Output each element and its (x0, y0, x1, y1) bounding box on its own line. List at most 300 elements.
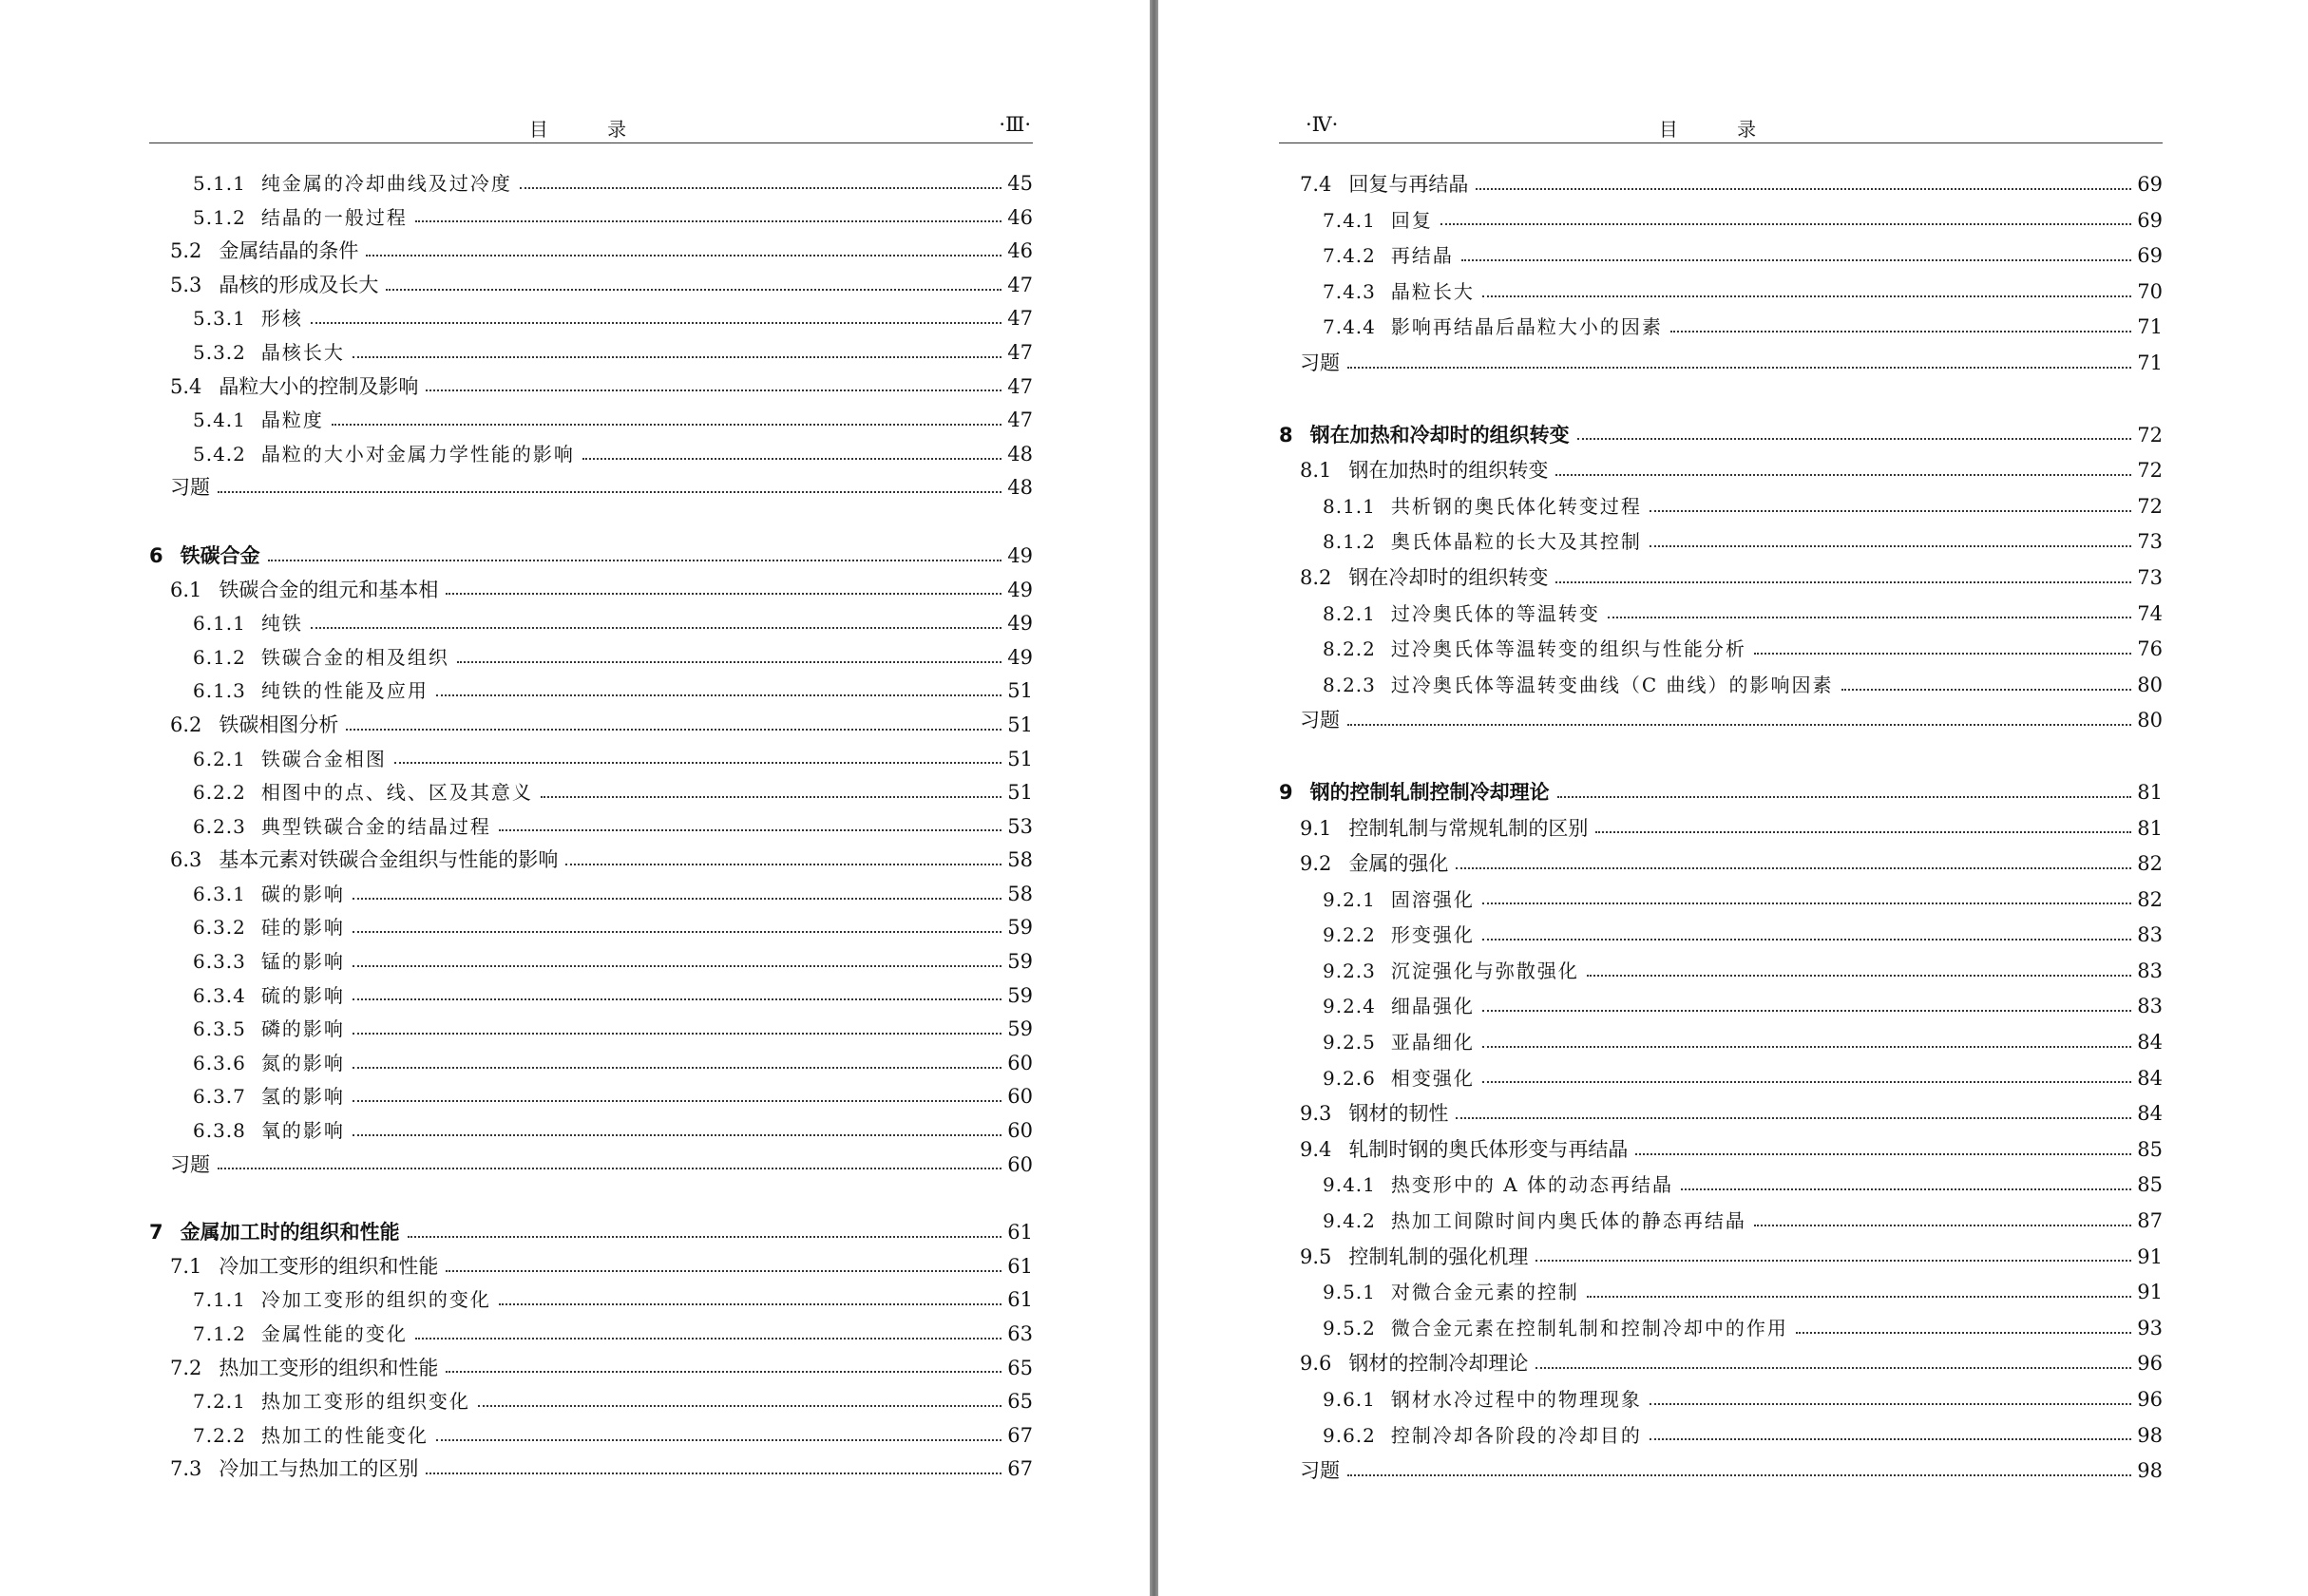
toc-entry[interactable] (1279, 489, 2163, 525)
toc-entry[interactable] (1279, 1346, 2163, 1382)
entry-page-number: 67 (1007, 1457, 1033, 1481)
dot-leader (1635, 1153, 2131, 1155)
entry-page-number: 82 (2137, 887, 2163, 911)
entry-title: 晶粒的大小对金属力学性能的影响 (260, 442, 575, 466)
toc-entry[interactable] (149, 979, 1033, 1014)
entry-title: 热变形中的 A 体的动态再结晶 (1390, 1173, 1674, 1197)
entry-page-number: 47 (1007, 408, 1033, 432)
entry-page-number: 83 (2137, 995, 2163, 1018)
dot-leader (1456, 867, 2131, 869)
toc-entry[interactable] (1279, 954, 2163, 990)
toc-entry[interactable] (1279, 1240, 2163, 1276)
entry-title: 典型铁碳合金的结晶过程 (260, 814, 491, 838)
entry-number: 6.3.8 (193, 1119, 246, 1143)
table-of-contents (149, 167, 1033, 1487)
entry-number: 6.1.2 (193, 645, 246, 669)
toc-entry[interactable] (1279, 989, 2163, 1025)
header-page-number: ·Ⅲ· (999, 113, 1031, 136)
dot-leader (1587, 975, 2131, 977)
dot-leader (353, 931, 1001, 933)
entry-number: 6.2 (170, 712, 202, 736)
entry-number: 9.4 (1300, 1137, 1332, 1161)
dot-leader (446, 593, 1001, 595)
toc-entry[interactable] (1279, 811, 2163, 847)
page-header (149, 110, 1033, 143)
dot-leader (1347, 724, 2131, 726)
entry-number: 9.6 (1300, 1352, 1332, 1376)
entry-title: 奥氏体晶粒的长大及其控制 (1390, 530, 1642, 554)
entry-page-number: 47 (1007, 273, 1033, 296)
entry-title: 习题 (170, 1152, 210, 1176)
toc-entry[interactable] (149, 574, 1033, 608)
entry-title: 钢在冷却时的组织转变 (1348, 565, 1549, 589)
toc-entry[interactable] (149, 1352, 1033, 1386)
entry-number: 6.2.3 (193, 814, 246, 838)
entry-title: 钢材的韧性 (1348, 1102, 1449, 1126)
toc-entry[interactable] (1279, 1025, 2163, 1061)
toc-entry[interactable] (1279, 597, 2163, 633)
entry-title: 过冷奥氏体的等温转变 (1390, 601, 1600, 625)
toc-entry[interactable] (1279, 524, 2163, 560)
entry-page-number: 49 (1007, 543, 1033, 567)
dot-leader (1347, 367, 2131, 369)
entry-number: 9.2 (1300, 852, 1332, 876)
dot-leader (1456, 1117, 2131, 1119)
entry-number: 5.4.1 (193, 408, 246, 432)
dot-leader (1482, 295, 2131, 297)
entry-page-number: 72 (2137, 459, 2163, 483)
toc-entry[interactable] (149, 844, 1033, 878)
entry-title: 习题 (1300, 1459, 1340, 1483)
entry-title: 氧的影响 (260, 1119, 345, 1143)
dot-leader (1557, 796, 2132, 798)
chapter-gap (149, 505, 1033, 540)
entry-number: 6.3.6 (193, 1051, 246, 1074)
entry-page-number: 63 (1007, 1322, 1033, 1345)
entry-page-number: 61 (1007, 1288, 1033, 1312)
entry-title: 细晶强化 (1390, 995, 1475, 1018)
entry-number: 5.3.2 (193, 340, 246, 364)
toc-entry[interactable] (1279, 846, 2163, 883)
entry-title: 钢材水冷过程中的物理现象 (1390, 1388, 1642, 1411)
entry-page-number: 71 (2137, 315, 2163, 339)
entry-page-number: 70 (2137, 279, 2163, 303)
entry-number: 7.1.2 (193, 1322, 246, 1345)
entry-number: 6.3.5 (193, 1017, 246, 1041)
entry-number: 7.4.3 (1323, 279, 1376, 303)
toc-entry[interactable] (149, 404, 1033, 438)
entry-number: 8.1 (1300, 459, 1332, 483)
entry-page-number: 98 (2137, 1423, 2163, 1447)
entry-page-number: 67 (1007, 1423, 1033, 1447)
entry-title: 影响再结晶后晶粒大小的因素 (1390, 315, 1663, 339)
toc-entry[interactable] (149, 269, 1033, 303)
dot-leader (565, 864, 1001, 865)
entry-number: 9.6.1 (1323, 1388, 1376, 1411)
toc-entry[interactable] (149, 743, 1033, 777)
entry-title: 氢的影响 (260, 1085, 345, 1109)
toc-entry[interactable] (149, 336, 1033, 370)
entry-title: 氮的影响 (260, 1051, 345, 1074)
entry-number: 9.5.1 (1323, 1281, 1376, 1304)
entry-title: 晶粒长大 (1390, 279, 1475, 303)
entry-number: 8.2.1 (1323, 601, 1376, 625)
toc-entry[interactable] (149, 1080, 1033, 1114)
dot-leader (1577, 438, 2132, 440)
dot-leader (457, 661, 1001, 663)
toc-entry[interactable] (1279, 918, 2163, 954)
toc-entry[interactable] (149, 1385, 1033, 1419)
entry-page-number: 51 (1007, 747, 1033, 770)
toc-chapter-entry[interactable] (149, 540, 1033, 574)
entry-page-number: 60 (1007, 1119, 1033, 1143)
toc-entry[interactable] (149, 370, 1033, 405)
dot-leader (520, 187, 1001, 189)
toc-entry[interactable] (149, 911, 1033, 945)
entry-title: 硫的影响 (260, 983, 345, 1007)
dot-leader (1587, 1296, 2131, 1298)
dot-leader (1482, 902, 2131, 904)
dot-leader (386, 289, 1001, 291)
dot-leader (446, 1371, 1001, 1373)
entry-page-number: 81 (2137, 816, 2163, 840)
toc-exercise-entry[interactable] (1279, 703, 2163, 739)
entry-number: 6.2.2 (193, 781, 246, 805)
entry-page-number: 72 (2137, 494, 2163, 518)
toc-entry[interactable] (149, 810, 1033, 845)
entry-number: 7.1 (170, 1254, 202, 1278)
entry-number: 9.5 (1300, 1244, 1332, 1268)
toc-entry[interactable] (149, 167, 1033, 201)
toc-entry[interactable] (1279, 883, 2163, 919)
entry-title: 再结晶 (1390, 244, 1454, 268)
entry-number: 9.3 (1300, 1102, 1332, 1126)
entry-number: 6.1.3 (193, 679, 246, 703)
entry-page-number: 45 (1007, 172, 1033, 195)
toc-entry[interactable] (149, 709, 1033, 743)
dot-leader (1595, 831, 2131, 833)
toc-entry[interactable] (1279, 1418, 2163, 1454)
entry-title: 磷的影响 (260, 1017, 345, 1041)
entry-page-number: 48 (1007, 442, 1033, 466)
dot-leader (311, 627, 1001, 629)
table-of-contents (1279, 167, 2163, 1490)
dot-leader (1754, 653, 2131, 655)
entry-title: 金属的强化 (1348, 852, 1449, 876)
page-header (1279, 110, 2163, 143)
entry-page-number: 80 (2137, 709, 2163, 732)
entry-number: 9.2.3 (1323, 959, 1376, 982)
toc-entry[interactable] (1279, 668, 2163, 704)
entry-title: 习题 (170, 476, 210, 500)
entry-number: 5.3 (170, 273, 202, 296)
dot-leader (415, 1338, 1001, 1340)
toc-exercise-entry[interactable] (149, 1149, 1033, 1183)
entry-number: 7.1.1 (193, 1288, 246, 1312)
toc-entry[interactable] (1279, 560, 2163, 597)
dot-leader (408, 1236, 1002, 1238)
entry-number: 6.1 (170, 578, 202, 601)
toc-entry[interactable] (149, 776, 1033, 810)
chapter-gap (1279, 739, 2163, 775)
entry-number: 7.3 (170, 1457, 202, 1481)
dot-leader (1482, 1081, 2131, 1083)
entry-number: 5.2 (170, 239, 202, 263)
dot-leader (499, 829, 1001, 831)
entry-page-number: 59 (1007, 983, 1033, 1007)
dot-leader (332, 424, 1001, 426)
dot-leader (426, 390, 1001, 391)
entry-page-number: 46 (1007, 205, 1033, 229)
toc-entry[interactable] (149, 641, 1033, 675)
entry-title: 形变强化 (1390, 923, 1475, 947)
toc-entry[interactable] (1279, 275, 2163, 311)
entry-page-number: 49 (1007, 645, 1033, 669)
entry-number: 5.3.1 (193, 307, 246, 331)
entry-page-number: 91 (2137, 1244, 2163, 1268)
entry-title: 回复 (1390, 208, 1433, 232)
entry-title: 对微合金元素的控制 (1390, 1281, 1579, 1304)
entry-number: 7.2.2 (193, 1423, 246, 1447)
entry-page-number: 51 (1007, 679, 1033, 703)
toc-entry[interactable] (1279, 1132, 2163, 1168)
dot-leader (1461, 259, 2131, 261)
dot-leader (1555, 474, 2131, 476)
entry-page-number: 82 (2137, 852, 2163, 876)
entry-page-number: 46 (1007, 239, 1033, 263)
toc-entry[interactable] (149, 1114, 1033, 1149)
dot-leader (353, 898, 1001, 900)
toc-entry[interactable] (1279, 1204, 2163, 1240)
entry-page-number: 49 (1007, 612, 1033, 636)
entry-title: 金属结晶的条件 (219, 239, 359, 263)
entry-page-number: 91 (2137, 1281, 2163, 1304)
entry-number: 9.2.1 (1323, 887, 1376, 911)
entry-title: 金属加工时的组织和性能 (180, 1221, 400, 1244)
toc-entry[interactable] (149, 1318, 1033, 1352)
entry-page-number: 84 (2137, 1066, 2163, 1090)
entry-title: 热加工间隙时间内奥氏体的静态再结晶 (1390, 1209, 1746, 1233)
dot-leader (353, 356, 1001, 358)
toc-entry[interactable] (149, 1250, 1033, 1284)
entry-number: 5.1.2 (193, 205, 246, 229)
entry-number: 9.2.4 (1323, 995, 1376, 1018)
entry-page-number: 58 (1007, 848, 1033, 872)
dot-leader (1482, 939, 2131, 940)
entry-page-number: 48 (1007, 476, 1033, 500)
toc-entry[interactable] (1279, 1168, 2163, 1204)
entry-title: 共析钢的奥氏体化转变过程 (1390, 494, 1642, 518)
entry-page-number: 76 (2137, 637, 2163, 661)
dot-leader (1650, 510, 2131, 512)
entry-title: 热加工变形的组织变化 (260, 1390, 470, 1414)
toc-chapter-entry[interactable] (1279, 775, 2163, 811)
dot-leader (1841, 689, 2132, 691)
dot-leader (1650, 545, 2131, 547)
entry-title: 铁碳合金的组元和基本相 (219, 578, 439, 601)
dot-leader (436, 1439, 1001, 1441)
entry-title: 晶粒度 (260, 408, 324, 432)
entry-title: 微合金元素在控制轧制和控制冷却中的作用 (1390, 1316, 1788, 1340)
entry-title: 碳的影响 (260, 882, 345, 905)
toc-entry[interactable] (1279, 310, 2163, 346)
toc-entry[interactable] (1279, 167, 2163, 203)
entry-page-number: 69 (2137, 208, 2163, 232)
entry-page-number: 65 (1007, 1356, 1033, 1379)
dot-leader (1681, 1188, 2131, 1190)
entry-title: 冷加工变形的组织和性能 (219, 1254, 439, 1278)
toc-entry[interactable] (149, 945, 1033, 979)
entry-page-number: 85 (2137, 1137, 2163, 1161)
toc-entry[interactable] (1279, 1275, 2163, 1311)
toc-entry[interactable] (149, 674, 1033, 709)
entry-title: 纯金属的冷却曲线及过冷度 (260, 172, 512, 195)
dot-leader (426, 1472, 1001, 1474)
toc-entry[interactable] (1279, 238, 2163, 275)
toc-entry[interactable] (149, 1283, 1033, 1318)
entry-page-number: 96 (2137, 1352, 2163, 1376)
entry-number: 9.5.2 (1323, 1316, 1376, 1340)
toc-exercise-entry[interactable] (1279, 1454, 2163, 1490)
dot-leader (1754, 1225, 2131, 1226)
entry-page-number: 65 (1007, 1390, 1033, 1414)
dot-leader (1608, 617, 2131, 618)
entry-number: 8 (1279, 423, 1293, 446)
dot-leader (353, 1067, 1001, 1069)
entry-number: 8.1.1 (1323, 494, 1376, 518)
entry-page-number: 87 (2137, 1209, 2163, 1233)
entry-number: 7.4.1 (1323, 208, 1376, 232)
entry-page-number: 60 (1007, 1051, 1033, 1074)
dot-leader (436, 694, 1001, 696)
toc-entry[interactable] (1279, 453, 2163, 489)
entry-number: 6.1.1 (193, 612, 246, 636)
dot-leader (353, 1100, 1001, 1102)
entry-number: 6.3.4 (193, 983, 246, 1007)
entry-number: 5.4.2 (193, 442, 246, 466)
entry-title: 过冷奥氏体等温转变曲线（C 曲线）的影响因素 (1390, 673, 1834, 696)
dot-leader (1476, 188, 2131, 190)
entry-number: 6.3 (170, 848, 202, 872)
toc-entry[interactable] (149, 1047, 1033, 1081)
chapter-gap (149, 1182, 1033, 1216)
entry-number: 7.2 (170, 1356, 202, 1379)
entry-page-number: 80 (2137, 673, 2163, 696)
entry-number: 9.2.2 (1323, 923, 1376, 947)
entry-page-number: 59 (1007, 950, 1033, 974)
toc-entry[interactable] (1279, 1382, 2163, 1418)
entry-page-number: 59 (1007, 916, 1033, 940)
toc-chapter-entry[interactable] (149, 1216, 1033, 1250)
toc-exercise-entry[interactable] (149, 471, 1033, 505)
dot-leader (1796, 1332, 2131, 1334)
toc-entry[interactable] (149, 302, 1033, 336)
toc-entry[interactable] (1279, 632, 2163, 668)
toc-entry[interactable] (149, 1013, 1033, 1047)
entry-page-number: 69 (2137, 173, 2163, 196)
entry-page-number: 83 (2137, 959, 2163, 982)
toc-entry[interactable] (1279, 1096, 2163, 1132)
entry-number: 6.3.2 (193, 916, 246, 940)
dot-leader (582, 458, 1001, 460)
dot-leader (478, 1405, 1001, 1407)
entry-page-number: 61 (1007, 1221, 1033, 1244)
entry-title: 晶核的形成及长大 (219, 273, 379, 296)
dot-leader (541, 796, 1001, 798)
toc-entry[interactable] (149, 235, 1033, 269)
entry-title: 晶粒大小的控制及影响 (219, 374, 419, 398)
entry-title: 控制轧制的强化机理 (1348, 1244, 1529, 1268)
entry-title: 过冷奥氏体等温转变的组织与性能分析 (1390, 637, 1746, 661)
dot-leader (353, 1033, 1001, 1035)
entry-number: 6.3.3 (193, 950, 246, 974)
entry-number: 8.2.2 (1323, 637, 1376, 661)
toc-entry[interactable] (149, 607, 1033, 641)
toc-entry[interactable] (1279, 203, 2163, 239)
entry-title: 热加工变形的组织和性能 (219, 1356, 439, 1379)
entry-title: 金属性能的变化 (260, 1322, 408, 1345)
toc-exercise-entry[interactable] (1279, 346, 2163, 382)
entry-title: 铁碳合金相图 (260, 747, 387, 770)
toc-entry[interactable] (149, 201, 1033, 236)
entry-title: 纯铁的性能及应用 (260, 679, 429, 703)
entry-title: 晶核长大 (260, 340, 345, 364)
entry-page-number: 83 (2137, 923, 2163, 947)
dot-leader (1650, 1403, 2131, 1405)
entry-page-number: 96 (2137, 1388, 2163, 1411)
dot-leader (268, 560, 1002, 561)
dot-leader (1440, 223, 2131, 225)
entry-number: 9.4.1 (1323, 1173, 1376, 1197)
toc-entry[interactable] (1279, 1061, 2163, 1097)
entry-page-number: 71 (2137, 351, 2163, 374)
entry-title: 热加工的性能变化 (260, 1423, 429, 1447)
dot-leader (1650, 1438, 2131, 1440)
entry-title: 轧制时钢的奥氏体形变与再结晶 (1348, 1137, 1629, 1161)
entry-page-number: 73 (2137, 565, 2163, 589)
dot-leader (1535, 1260, 2131, 1262)
entry-number: 9.6.2 (1323, 1423, 1376, 1447)
dot-leader (311, 322, 1001, 324)
entry-title: 形核 (260, 307, 303, 331)
entry-number: 8.2.3 (1323, 673, 1376, 696)
entry-title: 纯铁 (260, 612, 303, 636)
toc-entry[interactable] (149, 438, 1033, 472)
entry-page-number: 60 (1007, 1152, 1033, 1176)
entry-title: 固溶强化 (1390, 887, 1475, 911)
dot-leader (366, 255, 1001, 256)
right-page (1158, 0, 2308, 1596)
toc-chapter-entry[interactable] (1279, 418, 2163, 454)
dot-leader (1482, 1046, 2131, 1048)
entry-page-number: 73 (2137, 530, 2163, 554)
entry-page-number: 58 (1007, 882, 1033, 905)
entry-title: 相变强化 (1390, 1066, 1475, 1090)
dot-leader (1347, 1474, 2131, 1476)
entry-page-number: 98 (2137, 1459, 2163, 1483)
entry-title: 钢材的控制冷却理论 (1348, 1352, 1529, 1376)
entry-number: 8.2 (1300, 565, 1332, 589)
entry-page-number: 49 (1007, 578, 1033, 601)
dot-leader (415, 220, 1001, 222)
toc-entry[interactable] (149, 878, 1033, 912)
toc-entry[interactable] (149, 1453, 1033, 1487)
entry-title: 钢在加热时的组织转变 (1348, 459, 1549, 483)
toc-entry[interactable] (149, 1419, 1033, 1454)
entry-number: 6 (149, 543, 163, 567)
toc-entry[interactable] (1279, 1311, 2163, 1347)
entry-page-number: 61 (1007, 1254, 1033, 1278)
